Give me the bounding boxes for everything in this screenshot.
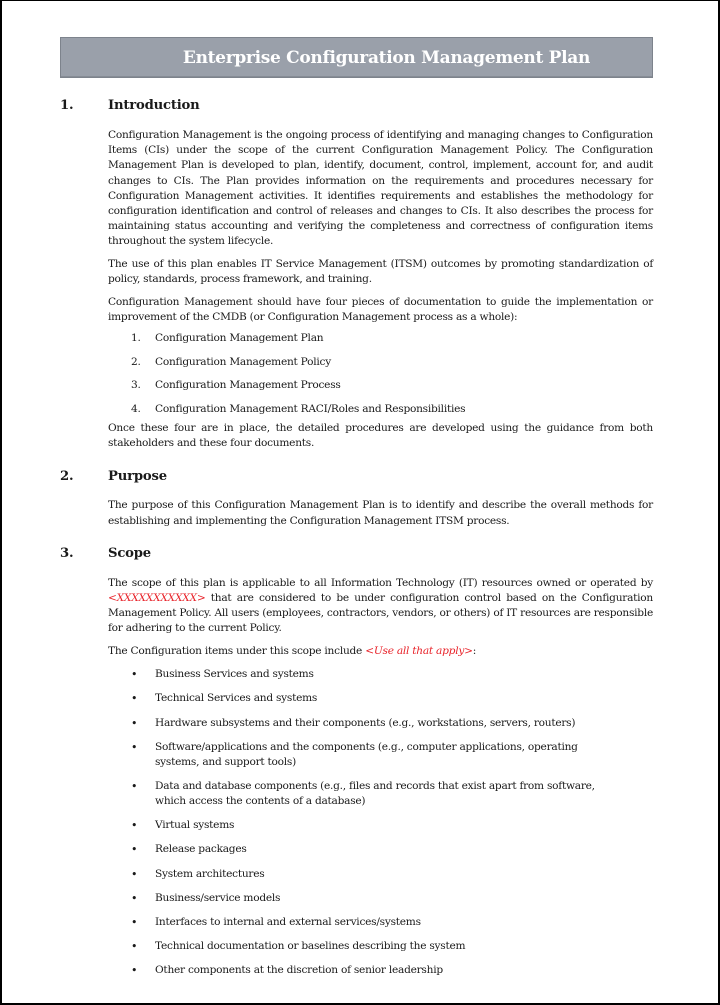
- bullet-icon: •: [131, 843, 138, 857]
- list-item: • Interfaces to internal and external services/systems: [108, 915, 653, 930]
- section-heading-introduction: [60, 95, 653, 115]
- list-item: 1. Configuration Management Plan: [131, 332, 324, 345]
- items-intro-paragraph: The Configuration items under this scope include <Use all that apply>:: [108, 645, 477, 658]
- paragraph: The purpose of this Configuration Management Plan is to identify and describe the overall methods for establishing and implementing the Configuration Management ITSM process.: [108, 499, 653, 527]
- list-item: • System architectures: [108, 867, 653, 882]
- section-title: Introduction: [108, 97, 200, 113]
- list-item: 3. Configuration Management Process: [131, 379, 341, 392]
- section-number: 2.: [60, 468, 74, 484]
- document-body: [60, 95, 653, 988]
- list-item: 2. Configuration Management Policy: [131, 355, 331, 368]
- section-number: 3.: [60, 546, 74, 562]
- bullet-icon: •: [131, 668, 138, 682]
- section-title: Purpose: [108, 468, 167, 484]
- paragraph: Once these four are in place, the detailed procedures are developed using the guidance from both stakeholders and these four documents.: [108, 421, 653, 450]
- list-item: • Software/applications and the components (e.g., computer applications, operating systems, and support tools): [108, 740, 653, 770]
- list-item: • Other components at the discretion of senior leadership: [108, 963, 653, 978]
- bullet-icon: •: [131, 964, 138, 978]
- bullet-icon: •: [131, 891, 138, 905]
- list-item: • Technical documentation or baselines describing the system: [108, 939, 653, 954]
- purpose-body: [108, 498, 653, 528]
- bullet-icon: •: [131, 867, 138, 881]
- organization-placeholder: <XXXXXXXXXXX>: [108, 591, 206, 604]
- list-item: 4. Configuration Management RACI/Roles and Responsibilities: [131, 402, 466, 415]
- introduction-body: [108, 128, 653, 451]
- bullet-icon: •: [131, 940, 138, 954]
- list-item: • Virtual systems: [108, 818, 653, 833]
- documentation-list: [108, 331, 653, 421]
- section-number: 1.: [60, 97, 74, 113]
- usage-placeholder: <Use all that apply>: [365, 645, 473, 658]
- paragraph: Configuration Management is the ongoing process of identifying and managing changes to Configuration Items (CIs) under the scope of the current Configuration Management Policy. The Configuration Management Plan is developed to plan, identify, document, control, implement, account for, and audit changes to CIs. The Plan provides information on the requirements and procedures necessary for Configuration Management activities. It identifies requirements and establishes the methodology for configuration identification and control of releases and changes to CIs. It also describes the process for maintaining status accounting and verifying the completeness and correctness of configuration items throughout the system lifecycle.: [108, 129, 653, 248]
- configuration-items-list: [108, 667, 653, 978]
- bullet-icon: •: [131, 692, 138, 706]
- list-item: • Business/service models: [108, 891, 653, 906]
- bullet-icon: •: [131, 819, 138, 833]
- list-item: • Hardware subsystems and their components (e.g., workstations, servers, routers): [108, 716, 653, 731]
- bullet-icon: •: [131, 915, 138, 929]
- list-item: • Business Services and systems: [108, 667, 653, 682]
- scope-body: [108, 576, 653, 979]
- list-item: • Release packages: [108, 842, 653, 857]
- list-item: • Technical Services and systems: [108, 691, 653, 706]
- scope-paragraph: The scope of this plan is applicable to all Information Technology (IT) resources owned or operated by <XXXXXXXXXXX> that are considered to be under configuration control based on the Configuration Management Policy. All users (employees, contractors, vendors, or others) of IT resources are responsible for adhering to the current Policy.: [108, 576, 653, 635]
- list-item: • Data and database components (e.g., files and records that exist apart from software, which access the contents of a database): [108, 779, 653, 809]
- paragraph: The use of this plan enables IT Service Management (ITSM) outcomes by promoting standardization of policy, standards, process framework, and training.: [108, 258, 653, 286]
- section-title: Scope: [108, 546, 151, 562]
- title-banner: [60, 37, 653, 78]
- paragraph: Configuration Management should have four pieces of documentation to guide the implementation or improvement of the CMDB (or Configuration Management process as a whole):: [108, 296, 653, 324]
- section-heading-purpose: [60, 466, 653, 486]
- document-title: Enterprise Configuration Management Plan: [182, 47, 591, 68]
- section-heading-scope: [60, 544, 653, 564]
- bullet-icon: •: [131, 716, 138, 730]
- bullet-icon: •: [131, 780, 138, 794]
- bullet-icon: •: [131, 740, 138, 754]
